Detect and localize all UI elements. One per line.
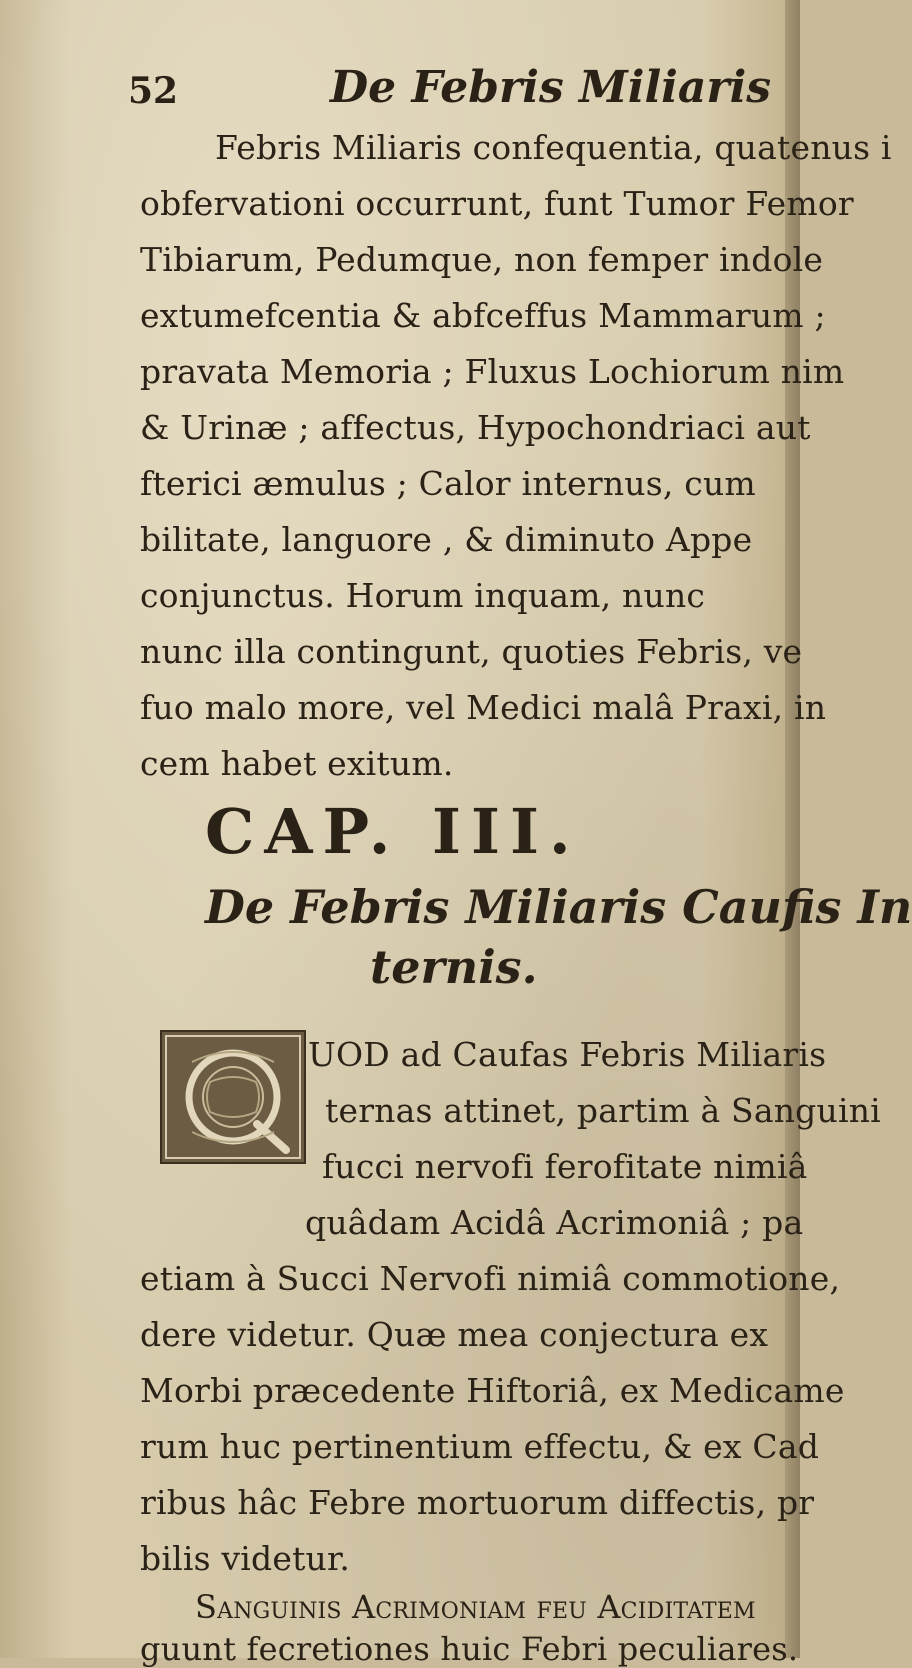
text-line: bilis videtur. [140, 1539, 351, 1578]
page-number: 52 [128, 70, 179, 112]
text-line: dere videtur. Quæ mea conjectura ex [140, 1315, 769, 1354]
text-line: UOD ad Caufas Febris Miliaris [308, 1035, 827, 1074]
text-line: obfervationi occurrunt, funt Tumor Femor [140, 184, 854, 223]
text-line: quâdam Acidâ Acrimoniâ ; pa [305, 1203, 804, 1242]
text-line: guunt fecretiones huic Febri peculiares. [140, 1630, 799, 1668]
text-line: bilitate, languore , & diminuto Appe [140, 520, 753, 559]
text-line: fuo malo more, vel Medici malâ Praxi, in [140, 688, 827, 727]
text-line: cem habet exitum. [140, 744, 454, 783]
decorative-initial-q [160, 1030, 306, 1164]
text-line: Sanguinis Acrimoniam feu Aciditatem [195, 1588, 756, 1626]
text-line: conjunctus. Horum inquam, nunc [140, 576, 706, 615]
text-line: rum huc pertinentium effectu, & ex Cad [140, 1427, 820, 1466]
text-line: etiam à Succi Nervofi nimiâ commotione, [140, 1259, 841, 1298]
text-line: Morbi præcedente Hiftoriâ, ex Medicame [140, 1371, 845, 1410]
text-line: pravata Memoria ; Fluxus Lochiorum nim [140, 352, 845, 391]
text-line: Febris Miliaris confequentia, quatenus i [215, 128, 892, 167]
chapter-heading: CAP. III. [205, 795, 581, 868]
text-line: extumefcentia & abfceffus Mammarum ; [140, 296, 826, 335]
text-line: ternas attinet, partim à Sanguini [325, 1091, 881, 1130]
ornament-icon [162, 1032, 304, 1162]
text-line: Tibiarum, Pedumque, non femper indole [140, 240, 824, 279]
text-line: fterici æmulus ; Calor internus, cum [140, 464, 756, 503]
running-title: De Febris Miliaris [330, 62, 772, 113]
text-line: fucci nervofi ferofitate nimiâ [322, 1147, 808, 1186]
chapter-title-continued: ternis. [370, 940, 538, 994]
chapter-title: De Febris Miliaris Caufis In [205, 880, 912, 934]
text-line: nunc illa contingunt, quoties Febris, ve [140, 632, 803, 671]
text-line: ribus hâc Febre mortuorum diffectis, pr [140, 1483, 815, 1522]
text-line: & Urinæ ; affectus, Hypochondriaci aut [140, 408, 811, 447]
